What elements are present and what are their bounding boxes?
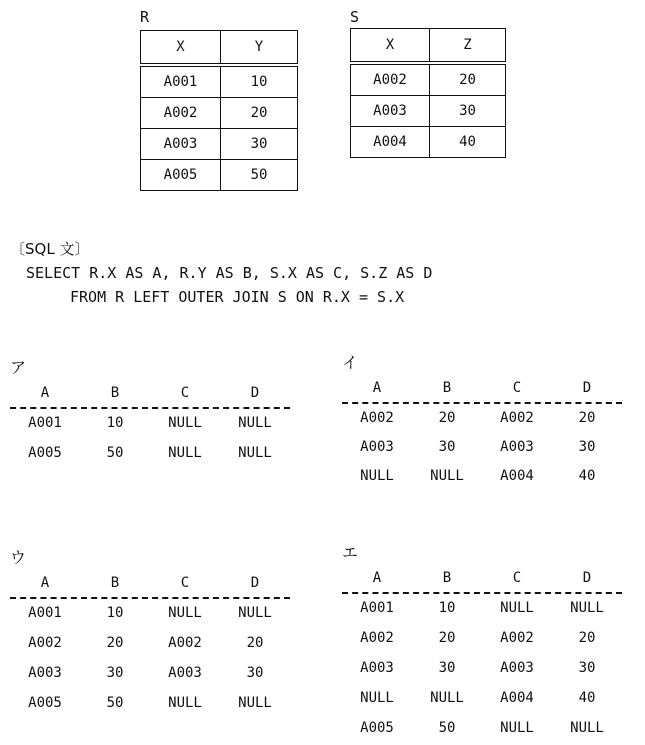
table-row: [342, 439, 622, 455]
table-cell: 40: [578, 690, 596, 706]
header-divider: [342, 592, 622, 594]
table-r-label: R: [140, 8, 150, 26]
table-cell: NULL: [570, 720, 604, 736]
table-r-header-y: Y: [221, 31, 298, 66]
table-cell: NULL: [238, 445, 272, 461]
column-header: B: [442, 380, 452, 396]
table-cell: A002: [351, 63, 430, 96]
option-letter: ウ: [10, 548, 27, 567]
table-cell: A002: [28, 635, 62, 651]
table-cell: 20: [578, 410, 596, 426]
sql-line-2: FROM R LEFT OUTER JOIN S ON R.X = S.X: [70, 288, 405, 306]
sql-line-1: SELECT R.X AS A, R.Y AS B, S.X AS C, S.Z AS D: [26, 264, 433, 282]
header-divider: [10, 597, 290, 599]
table-cell: 20: [246, 635, 264, 651]
column-header: A: [40, 575, 50, 591]
header-divider: [10, 407, 290, 409]
table-row: [10, 695, 290, 711]
table-cell: 30: [221, 129, 298, 160]
table-cell: 50: [438, 720, 456, 736]
table-row: [141, 65, 298, 98]
table-cell: A003: [168, 665, 202, 681]
table-cell: NULL: [430, 690, 464, 706]
column-header: B: [442, 570, 452, 586]
table-cell: A004: [351, 127, 430, 158]
option-letter: イ: [342, 353, 359, 372]
table-cell: 30: [106, 665, 124, 681]
column-header: C: [512, 380, 522, 396]
table-row: [351, 96, 506, 127]
table-cell: A001: [141, 65, 221, 98]
table-cell: 40: [578, 468, 596, 484]
table-cell: 30: [578, 439, 596, 455]
table-cell: NULL: [360, 468, 394, 484]
table-cell: NULL: [238, 605, 272, 621]
column-header: A: [372, 570, 382, 586]
table-row: [10, 665, 290, 681]
option-header-row: [10, 575, 290, 591]
table-cell: 30: [578, 660, 596, 676]
table-r: [140, 30, 298, 191]
table-s-label: S: [350, 8, 360, 26]
table-s-header-x: X: [351, 29, 430, 64]
table-cell: NULL: [168, 415, 202, 431]
table-cell: A003: [28, 665, 62, 681]
option-header-row: [10, 385, 290, 401]
table-cell: NULL: [500, 720, 534, 736]
table-cell: 30: [430, 96, 506, 127]
table-row: [141, 129, 298, 160]
table-row: [351, 127, 506, 158]
column-header: D: [250, 575, 260, 591]
table-cell: A003: [500, 439, 534, 455]
table-cell: A003: [141, 129, 221, 160]
table-row: [141, 160, 298, 191]
table-cell: A002: [500, 410, 534, 426]
table-cell: A003: [500, 660, 534, 676]
column-header: A: [40, 385, 50, 401]
table-cell: NULL: [168, 445, 202, 461]
table-cell: NULL: [500, 600, 534, 616]
option-letter: エ: [342, 543, 359, 562]
table-cell: 20: [438, 630, 456, 646]
table-row: [342, 600, 622, 616]
table-cell: 40: [430, 127, 506, 158]
option-letter: ア: [10, 358, 27, 377]
table-row: [10, 605, 290, 621]
table-row: [351, 63, 506, 96]
column-header: C: [180, 385, 190, 401]
table-cell: 20: [438, 410, 456, 426]
column-header: D: [582, 570, 592, 586]
table-row: [10, 415, 290, 431]
table-cell: 20: [430, 63, 506, 96]
sql-label: 〔SQL 文〕: [10, 240, 90, 258]
table-cell: A003: [360, 439, 394, 455]
column-header: C: [512, 570, 522, 586]
column-header: B: [110, 385, 120, 401]
table-cell: A001: [28, 605, 62, 621]
table-cell: NULL: [570, 600, 604, 616]
table-cell: A005: [141, 160, 221, 191]
option-header-row: [342, 380, 622, 396]
table-row: [342, 468, 622, 484]
table-cell: 30: [246, 665, 264, 681]
table-cell: 10: [438, 600, 456, 616]
table-row: [342, 720, 622, 736]
table-cell: A005: [28, 445, 62, 461]
table-row: [342, 690, 622, 706]
option-header-row: [342, 570, 622, 586]
table-cell: A003: [360, 660, 394, 676]
table-cell: NULL: [168, 605, 202, 621]
table-cell: A002: [360, 410, 394, 426]
table-cell: A002: [168, 635, 202, 651]
table-row: [342, 630, 622, 646]
table-s-header-z: Z: [430, 29, 506, 64]
table-cell: NULL: [238, 695, 272, 711]
table-cell: 10: [106, 605, 124, 621]
table-cell: A002: [360, 630, 394, 646]
table-cell: A002: [500, 630, 534, 646]
table-cell: A002: [141, 98, 221, 129]
table-cell: 10: [106, 415, 124, 431]
table-cell: 20: [106, 635, 124, 651]
table-row: [342, 660, 622, 676]
table-cell: 10: [221, 65, 298, 98]
table-cell: NULL: [360, 690, 394, 706]
table-cell: 20: [221, 98, 298, 129]
table-cell: 50: [106, 695, 124, 711]
table-cell: A005: [28, 695, 62, 711]
table-cell: 50: [106, 445, 124, 461]
table-cell: A001: [28, 415, 62, 431]
column-header: D: [250, 385, 260, 401]
column-header: A: [372, 380, 382, 396]
column-header: C: [180, 575, 190, 591]
table-r-header-x: X: [141, 31, 221, 66]
table-cell: A004: [500, 690, 534, 706]
column-header: D: [582, 380, 592, 396]
table-cell: 50: [221, 160, 298, 191]
table-row: [141, 98, 298, 129]
column-header: B: [110, 575, 120, 591]
table-s: [350, 28, 506, 158]
table-cell: NULL: [238, 415, 272, 431]
table-row: [10, 635, 290, 651]
table-row: [10, 445, 290, 461]
table-cell: A001: [360, 600, 394, 616]
table-cell: A005: [360, 720, 394, 736]
table-cell: 20: [578, 630, 596, 646]
table-cell: NULL: [168, 695, 202, 711]
table-cell: 30: [438, 660, 456, 676]
table-cell: NULL: [430, 468, 464, 484]
table-cell: 30: [438, 439, 456, 455]
table-cell: A004: [500, 468, 534, 484]
table-row: [342, 410, 622, 426]
table-cell: A003: [351, 96, 430, 127]
header-divider: [342, 402, 622, 404]
